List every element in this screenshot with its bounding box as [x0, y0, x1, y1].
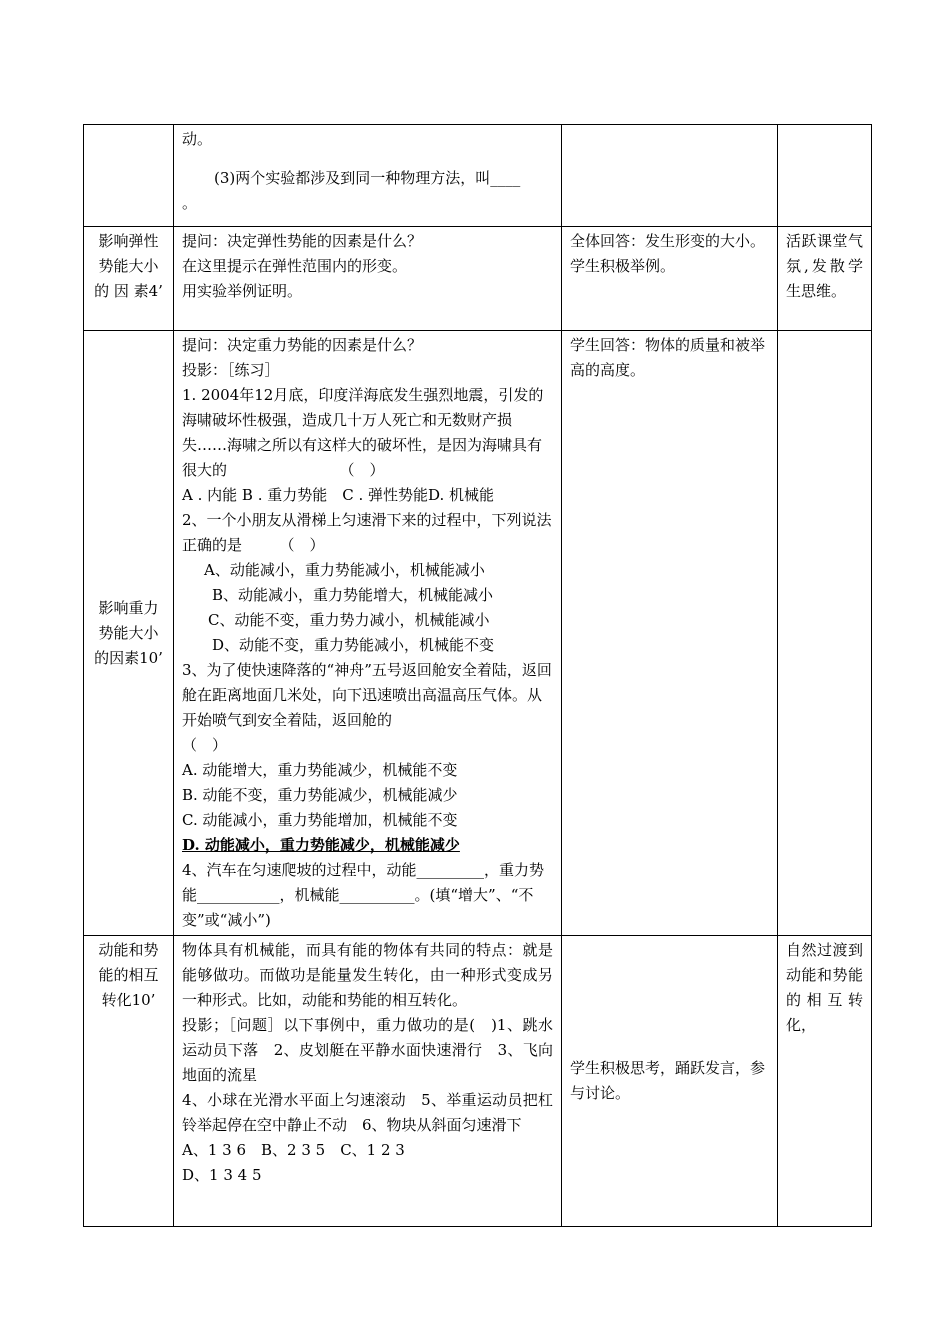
content-line: D、动能不变，重力势能减小，机械能不变: [212, 636, 495, 654]
content-line: 物体具有机械能，而具有能的物体有共同的特点：就是能够做功。而做功是能量发生转化，由一种形式变成另一种形式。比如，动能和势能的相互转化。: [182, 941, 553, 1009]
content-line: (3)两个实验都涉及到同一种物理方法，叫____: [214, 169, 521, 187]
topic-cell: 动能和势能的相互转化10’: [84, 936, 174, 1227]
correct-answer: D. 动能减小，重力势能减少，机械能减少: [182, 836, 460, 854]
content-line: 提问：决定弹性势能的因素是什么？: [182, 232, 423, 250]
content-line: 投影；［问题］以下事例中，重力做功的是( )1、跳水运动员下落 2、皮划艇在平静水面快速滑行 3、飞向地面的流星: [182, 1016, 554, 1084]
topic-cell: 影响弹性势能大小的 因 素4’: [84, 227, 174, 331]
content-line: 用实验举例证明。: [182, 282, 303, 300]
design-intent-cell: [778, 125, 872, 227]
content-cell: [174, 936, 562, 1227]
student-activity-cell: [562, 125, 778, 227]
table-row: [84, 227, 872, 331]
content-line: 2、一个小朋友从滑梯上匀速滑下来的过程中，下列说法正确的是 （ ）: [182, 511, 552, 554]
table-row: [84, 125, 872, 227]
content-line: （ ）: [182, 736, 228, 754]
content-line: C. 动能减小，重力势能增加，机械能不变: [182, 811, 458, 829]
design-intent-cell: 活跃课堂气氛,发散学生思维。: [778, 227, 872, 331]
content-cell: [174, 227, 562, 331]
student-activity-cell: 全体回答：发生形变的大小。学生积极举例。: [562, 227, 778, 331]
content-line: D、1 3 4 5: [182, 1166, 262, 1184]
content-cell: [174, 125, 562, 227]
content-line: A. 动能增大，重力势能减少，机械能不变: [182, 761, 458, 779]
content-line: C、动能不变，重力势力减小，机械能减小: [208, 611, 490, 629]
content-cell: [174, 331, 562, 936]
content-line: A、1 3 6 B、2 3 5 C、1 2 3: [182, 1141, 405, 1159]
content-line: B. 动能不变，重力势能减少，机械能减少: [182, 786, 458, 804]
content-line: B、动能减小，重力势能增大，机械能减小: [212, 586, 494, 604]
lesson-plan-table: [83, 124, 872, 1227]
content-line: 提问：决定重力势能的因素是什么？: [182, 336, 423, 354]
content-line: 3、为了使快速降落的“神舟”五号返回舱安全着陆，返回舱在距离地面几米处，向下迅速喷出高温高压气体。从开始喷气到安全着陆，返回舱的: [182, 661, 552, 729]
table-row: [84, 936, 872, 1227]
content-line: 4、汽车在匀速爬坡的过程中，动能_________，重力势能___________，机械能__________。(填“增大”、“不变”或“减小”): [182, 861, 545, 929]
content-line: 在这里提示在弹性范围内的形变。: [182, 257, 408, 275]
topic-cell: 影响重力势能大小的因素10’: [84, 331, 174, 936]
student-activity-cell: 学生回答：物体的质量和被举高的高度。: [562, 331, 778, 936]
content-line: A . 内能 B . 重力势能 C . 弹性势能D. 机械能: [182, 486, 495, 504]
design-intent-cell: [778, 331, 872, 936]
topic-cell: [84, 125, 174, 227]
content-line: 4、小球在光滑水平面上匀速滚动 5、举重运动员把杠铃举起停在空中静止不动 6、物块从斜面匀速滑下: [182, 1091, 553, 1134]
content-line: 投影：［练习］: [182, 361, 280, 379]
design-intent-cell: 自然过渡到动能和势能的相互转化，: [778, 936, 872, 1227]
content-line: 1. 2004年12月底，印度洋海底发生强烈地震，引发的海啸破坏性极强，造成几十万人死亡和无数财产损失……海啸之所以有这样大的破坏性，是因为海啸具有很大的 （ ）: [182, 386, 544, 479]
content-line: 动。: [182, 130, 213, 148]
content-line: A、动能减小，重力势能减小，机械能减小: [204, 561, 485, 579]
table-row: [84, 331, 872, 936]
student-activity-cell: 学生积极思考，踊跃发言，参与讨论。: [562, 936, 778, 1227]
content-line: 。: [182, 194, 198, 212]
